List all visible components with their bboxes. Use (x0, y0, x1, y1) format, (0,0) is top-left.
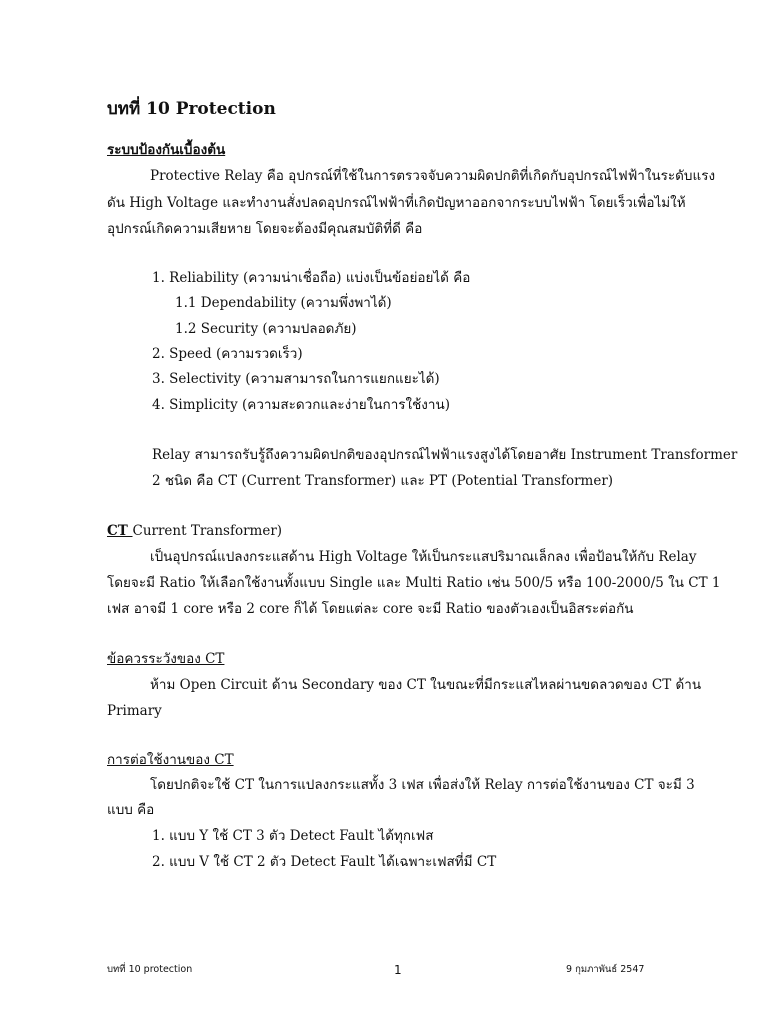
paragraph-line: ดัน High Voltage และทำงานสั่งปลดอุปกรณ์ไฟฟ้าที่เกิดปัญหาออกจากระบบไฟฟ้า โดยเร็วเพื่อไม่ให้ (107, 195, 686, 211)
list-item-security: 1.2 Security (ความปลอดภัย) (175, 321, 357, 337)
caution-heading: ข้อควรระวังของ CT (107, 651, 225, 667)
paragraph-line: แบบ คือ (107, 802, 155, 818)
list-item-speed: 2. Speed (ความรวดเร็ว) (152, 346, 303, 362)
paragraph-line: เฟส อาจมี 1 core หรือ 2 core ก็ได้ โดยแต่ละ core จะมี Ratio ของตัวเองเป็นอิสระต่อกัน (107, 601, 634, 617)
section-heading-basic-protection: ระบบป้องกันเบื้องต้น (107, 142, 226, 158)
paragraph-line: โดยปกติจะใช้ CT ในการแปลงกระแสทั้ง 3 เฟส เพื่อส่งให้ Relay การต่อใช้งานของ CT จะมี 3 (150, 777, 695, 793)
footer-page-number: 1 (394, 963, 402, 977)
ct-label-rest: Current Transformer) (132, 523, 283, 539)
paragraph-line: ห้าม Open Circuit ด้าน Secondary ของ CT ในขณะที่มีกระแสไหลผ่านขดลวดของ CT ด้าน (150, 677, 702, 693)
list-item-reliability: 1. Reliability (ความน่าเชื่อถือ) แบ่งเป็นข้อย่อยได้ คือ (152, 270, 471, 286)
paragraph-line: เป็นอุปกรณ์แปลงกระแสด้าน High Voltage ให้เป็นกระแสปริมาณเล็กลง เพื่อป้อนให้กับ Relay (150, 549, 697, 565)
list-item-v-connection: 2. แบบ V ใช้ CT 2 ตัว Detect Fault ได้เฉพาะเฟสที่มี CT (152, 854, 497, 870)
paragraph-line: Protective Relay คือ อุปกรณ์ที่ใช้ในการตรวจจับความผิดปกติที่เกิดกับอุปกรณ์ไฟฟ้าในระดับแรง (150, 168, 716, 184)
footer-chapter: บทที่ 10 protection (107, 964, 193, 975)
ct-heading (107, 522, 282, 540)
list-item-dependability: 1.1 Dependability (ความพึ่งพาได้) (175, 295, 392, 311)
list-item-selectivity: 3. Selectivity (ความสามารถในการแยกแยะได้) (152, 371, 440, 387)
list-item-y-connection: 1. แบบ Y ใช้ CT 3 ตัว Detect Fault ได้ทุกเฟส (152, 828, 434, 844)
connection-heading: การต่อใช้งานของ CT (107, 752, 234, 768)
list-item-simplicity: 4. Simplicity (ความสะดวกและง่ายในการใช้งาน) (152, 397, 450, 413)
paragraph-line: Primary (107, 703, 162, 719)
paragraph-line: โดยจะมี Ratio ให้เลือกใช้งานทั้งแบบ Single และ Multi Ratio เช่น 500/5 หรือ 100-2000/5 ใน CT 1 (107, 575, 721, 591)
paragraph-line: อุปกรณ์เกิดความเสียหาย โดยจะต้องมีคุณสมบัติที่ดี คือ (107, 221, 423, 237)
footer-date: 9 กุมภาพันธ์ 2547 (566, 964, 645, 975)
page-title: บทที่ 10 Protection (107, 99, 276, 119)
ct-label: CT (107, 523, 133, 539)
paragraph-line: Relay สามารถรับรู้ถึงความผิดปกติของอุปกรณ์ไฟฟ้าแรงสูงได้โดยอาศัย Instrument Transformer (152, 447, 738, 463)
paragraph-line: 2 ชนิด คือ CT (Current Transformer) และ PT (Potential Transformer) (152, 473, 614, 489)
